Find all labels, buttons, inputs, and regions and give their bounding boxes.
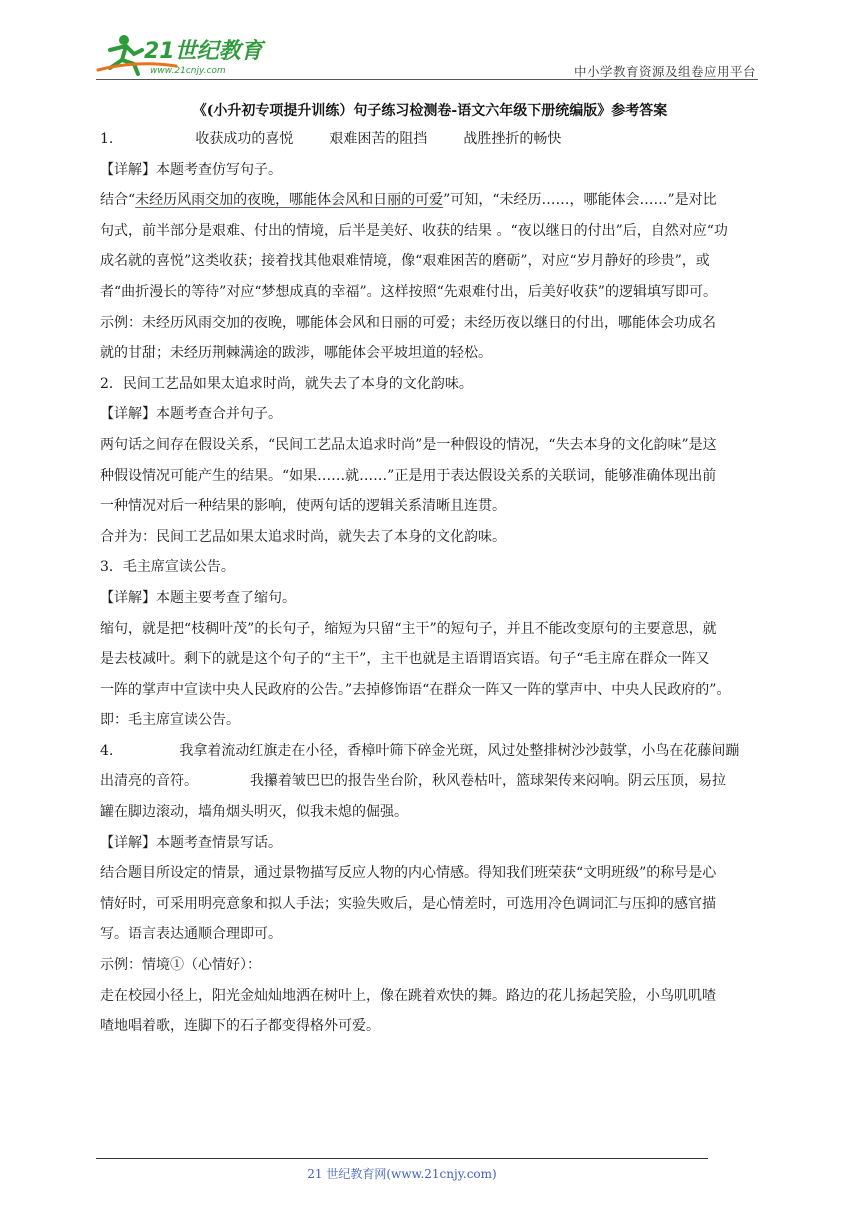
q2-text-line: 种假设情况可能产生的结果。“如果……就……”正是用于表达假设关系的关联词，能够准确体现出前	[100, 467, 717, 484]
q4-text-line: 情好时，可采用明亮意象和拟人手法；实验失败后，是心情差时，可选用冷色调词汇与压抑的感官描	[100, 895, 716, 912]
q1-text-line	[100, 185, 766, 216]
q1-text-line: 者“曲折漫长的等待”对应“梦想成真的幸福”。这样按照“先艰难付出，后美好收获”的逻辑填写即可。	[100, 283, 717, 300]
q3-text-line: 是去枝减叶。剩下的就是这个句子的“主干”，主干也就是主语谓语宾语。句子“毛主席在群众一阵又	[100, 651, 710, 668]
q1-answer-line	[100, 124, 766, 155]
q1-example-line: 示例：未经历风雨交加的夜晚，哪能体会风和日丽的可爱；未经历夜以继日的付出，哪能体会功成名	[100, 314, 716, 331]
q4-number: 4.	[100, 742, 114, 759]
q4-text-line: 写。语言表达通顺合理即可。	[100, 926, 282, 943]
q4-answer-text: 我拿着流动红旗走在小径，香樟叶筛下碎金光斑，风过处整排树沙沙鼓掌，小鸟在花藤间蹦	[179, 742, 740, 759]
logo-url-text: www.21cnjy.com	[150, 66, 226, 76]
q3-text-line: 一阵的掌声中宣读中央人民政府的公告。”去掉修饰语“在群众一阵又一阵的掌声中、中央人民政府的”。	[100, 681, 731, 698]
q2-detail-heading: 【详解】本题考查合并句子。	[100, 406, 282, 423]
q4-answer-text: 出清亮的音符。	[100, 773, 198, 790]
logo-main-text: 21世纪教育	[144, 39, 263, 64]
q4-example-heading: 示例：情境①（心情好）：	[100, 957, 261, 974]
q1-answer-3: 战胜挫折的畅快	[463, 131, 562, 147]
q4-answer-line	[100, 766, 766, 797]
q4-answer-line: 罐在脚边滚动，墙角烟头明灭，似我未熄的倔强。	[100, 804, 408, 821]
page-header	[96, 30, 758, 80]
q1-text-pre: 结合“	[100, 192, 136, 209]
footer-site-link[interactable]: 21 世纪教育网(www.21cnjy.com)	[307, 1167, 497, 1181]
q1-text-line: 成名就的喜悦”这类收获；接着找其他艰难情境，像“艰难困苦的磨砺”，对应“岁月静好的珍贵”，或	[100, 253, 710, 270]
q3-answer-line: 3．毛主席宣读公告。	[100, 559, 235, 576]
q1-text-post: ”可知，“未经历……，哪能体会……”是对比	[443, 192, 717, 209]
q1-number: 1.	[100, 131, 114, 147]
q1-answer-2: 艰难困苦的阻挡	[329, 131, 428, 147]
q3-text-line: 即：毛主席宣读公告。	[100, 712, 240, 729]
q1-answer-1: 收获成功的喜悦	[195, 131, 294, 147]
q2-text-line: 合并为：民间工艺品如果太追求时尚，就失去了本身的文化韵味。	[100, 528, 506, 545]
q2-text-line: 一种情况对后一种结果的影响，使两句话的逻辑关系清晰且连贯。	[100, 498, 506, 515]
q2-text-line: 两句话之间存在假设关系，“民间工艺品太追求时尚”是一种假设的情况，“失去本身的文化韵味”是这	[100, 436, 717, 453]
q4-text-line: 结合题目所设定的情景，通过景物描写反应人物的内心情感。得知我们班荣获“文明班级”的称号是心	[100, 865, 717, 882]
platform-name: 中小学教育资源及组卷应用平台	[573, 64, 756, 79]
logo	[96, 30, 266, 78]
q1-example-line: 就的甘甜；未经历荆棘满途的跋涉，哪能体会平坡坦道的轻松。	[100, 345, 492, 362]
q4-example-line: 走在校园小径上，阳光金灿灿地洒在树叶上，像在跳着欢快的舞。路边的花儿扬起笑脸，小鸟叽叽喳	[100, 987, 716, 1004]
q4-answer-text: 我攥着皱巴巴的报告坐台阶，秋风卷枯叶，篮球架传来闷响。阴云压顶，易拉	[250, 773, 726, 790]
document-title: 《(小升初专项提升训练）句子练习检测卷-语文六年级下册统编版》参考答案	[192, 103, 668, 119]
q1-underlined-quote: 未经历风雨交加的夜晚，哪能体会风和日丽的可爱	[135, 192, 444, 209]
q3-detail-heading: 【详解】本题主要考查了缩句。	[100, 589, 296, 606]
header-divider	[96, 79, 758, 80]
runner-logo-icon	[96, 30, 266, 78]
footer-divider	[96, 1158, 708, 1159]
q3-text-line: 缩句，就是把“枝稠叶茂”的长句子，缩短为只留“主干”的短句子，并且不能改变原句的主要意思，就	[100, 620, 717, 637]
q4-example-line: 喳地唱着歌，连脚下的石子都变得格外可爱。	[100, 1018, 380, 1035]
q1-text-line: 句式，前半部分是艰难、付出的情境，后半是美好、收获的结果 。“夜以继日的付出”后，自然对应“功	[100, 222, 728, 239]
q1-detail-heading: 【详解】本题考查仿写句子。	[100, 161, 282, 178]
q2-answer-line: 2．民间工艺品如果太追求时尚，就失去了本身的文化韵味。	[100, 375, 473, 392]
q4-answer-line	[100, 736, 766, 767]
q4-detail-heading: 【详解】本题考查情景写话。	[100, 834, 282, 851]
answer-content	[100, 124, 766, 1042]
